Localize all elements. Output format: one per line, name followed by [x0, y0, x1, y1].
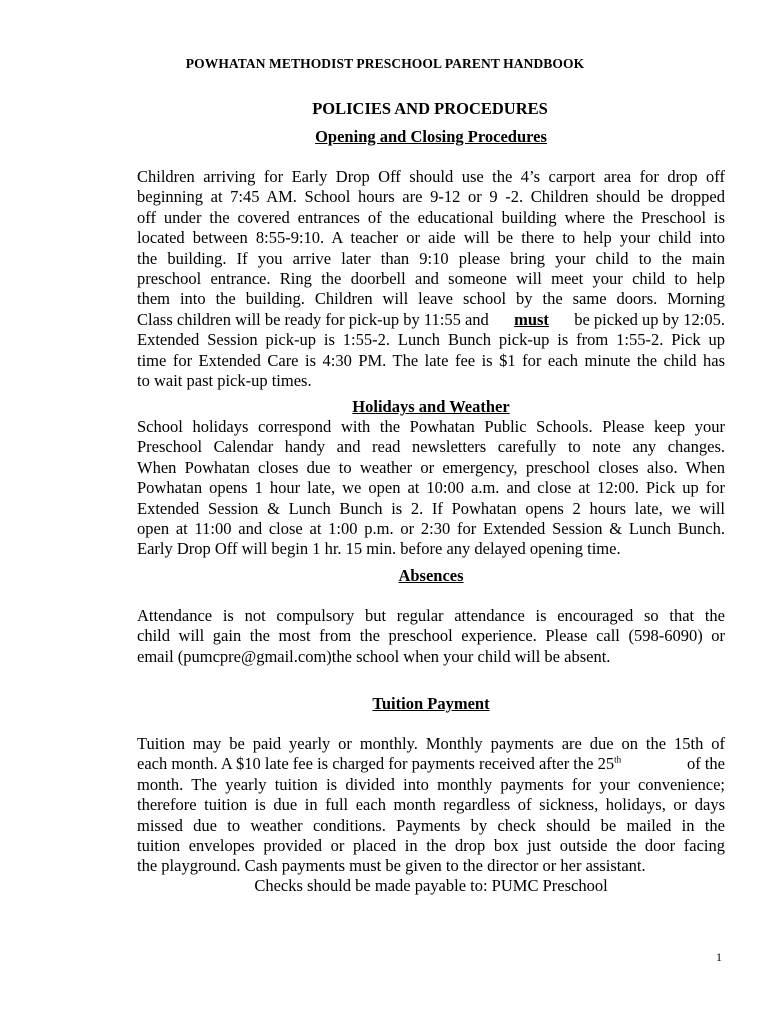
- section-heading-tuition: Tuition Payment: [372, 694, 490, 713]
- section-heading-holidays: Holidays and Weather: [352, 397, 510, 416]
- text-line: open at 11:00 and close at 1:00 p.m. or 2:30 for Extended Session & Lunch Bunch.: [137, 519, 725, 539]
- section-heading-absences: Absences: [398, 566, 464, 585]
- text-line: Preschool Calendar handy and read newsletters carefully to note any changes.: [137, 437, 725, 457]
- text-line: Early Drop Off will begin 1 hr. 15 min. before any delayed opening time.: [137, 539, 621, 559]
- text-line: [137, 754, 725, 774]
- text-line: the building. If you arrive later than 9:10 please bring your child to the main: [137, 248, 725, 268]
- text-line: time for Extended Care is 4:30 PM. The late fee is $1 for each minute the child has: [137, 350, 725, 370]
- opening-paragraph: [137, 167, 725, 391]
- absences-paragraph: [137, 606, 725, 667]
- text-line: Tuition may be paid yearly or monthly. Monthly payments are due on the 15th of: [137, 734, 725, 753]
- text-line: School holidays correspond with the Powhatan Public Schools. Please keep your: [137, 417, 725, 436]
- text-line: missed due to weather conditions. Payments by check should be mailed in the: [137, 815, 725, 835]
- text-line: Children arriving for Early Drop Off should use the 4’s carport area for drop off: [137, 167, 725, 186]
- handbook-header: POWHATAN METHODIST PRESCHOOL PARENT HANDBOOK: [185, 56, 585, 71]
- text-line: month. The yearly tuition is divided into monthly payments for your convenience;: [137, 774, 725, 794]
- checks-payable-line: Checks should be made payable to: PUMC Preschool: [254, 876, 608, 895]
- tuition-paragraph: [137, 734, 725, 877]
- text-line: therefore tuition is due in full each month regardless of sickness, holidays, or days: [137, 795, 725, 815]
- page-number: 1: [716, 950, 722, 964]
- text-line: Extended Session pick-up is 1:55-2. Lunch Bunch pick-up is from 1:55-2. Pick up: [137, 330, 725, 350]
- text-line: When Powhatan closes due to weather or emergency, preschool closes also. When: [137, 457, 725, 477]
- text-fragment: be picked up by 12:05.: [574, 309, 725, 329]
- text-line: beginning at 7:45 AM. School hours are 9-12 or 9 -2. Children should be dropped: [137, 187, 725, 207]
- text-fragment: Class children will be ready for pick-up by 11:55 and: [137, 309, 489, 329]
- text-line: preschool entrance. Ring the doorbell and someone will meet your child to help: [137, 269, 725, 289]
- text-line: the playground. Cash payments must be given to the director or her assistant.: [137, 856, 646, 876]
- text-fragment: each month. A $10 late fee is charged for payments received after the 25: [137, 754, 615, 774]
- superscript-th: th: [614, 754, 622, 765]
- text-line: located between 8:55-9:10. A teacher or aide will be there to help your child into: [137, 228, 725, 248]
- emphasis-must: must: [514, 309, 549, 329]
- text-fragment: of the: [682, 754, 725, 774]
- text-line: email (pumcpre@gmail.com)the school when your child will be absent.: [137, 646, 611, 666]
- text-line: child will gain the most from the preschool experience. Please call (598-6090) or: [137, 626, 725, 646]
- text-line: [137, 310, 725, 330]
- text-line: Attendance is not compulsory but regular attendance is encouraged so that the: [137, 606, 725, 625]
- page-title: POLICIES AND PROCEDURES: [312, 99, 548, 118]
- text-line: off under the covered entrances of the educational building where the Preschool is: [137, 207, 725, 227]
- text-fragment: [137, 754, 621, 774]
- text-line: Powhatan opens 1 hour late, we open at 10:00 a.m. and close at 12:00. Pick up for: [137, 478, 725, 498]
- text-line: them into the building. Children will leave school by the same doors. Morning: [137, 289, 725, 309]
- holidays-paragraph: [137, 417, 725, 560]
- section-heading-opening: Opening and Closing Procedures: [315, 127, 547, 146]
- text-line: Extended Session & Lunch Bunch is 2. If Powhatan opens 2 hours late, we will: [137, 498, 725, 518]
- text-line: tuition envelopes provided or placed in the drop box just outside the door facing: [137, 836, 725, 856]
- text-line: to wait past pick-up times.: [137, 371, 312, 391]
